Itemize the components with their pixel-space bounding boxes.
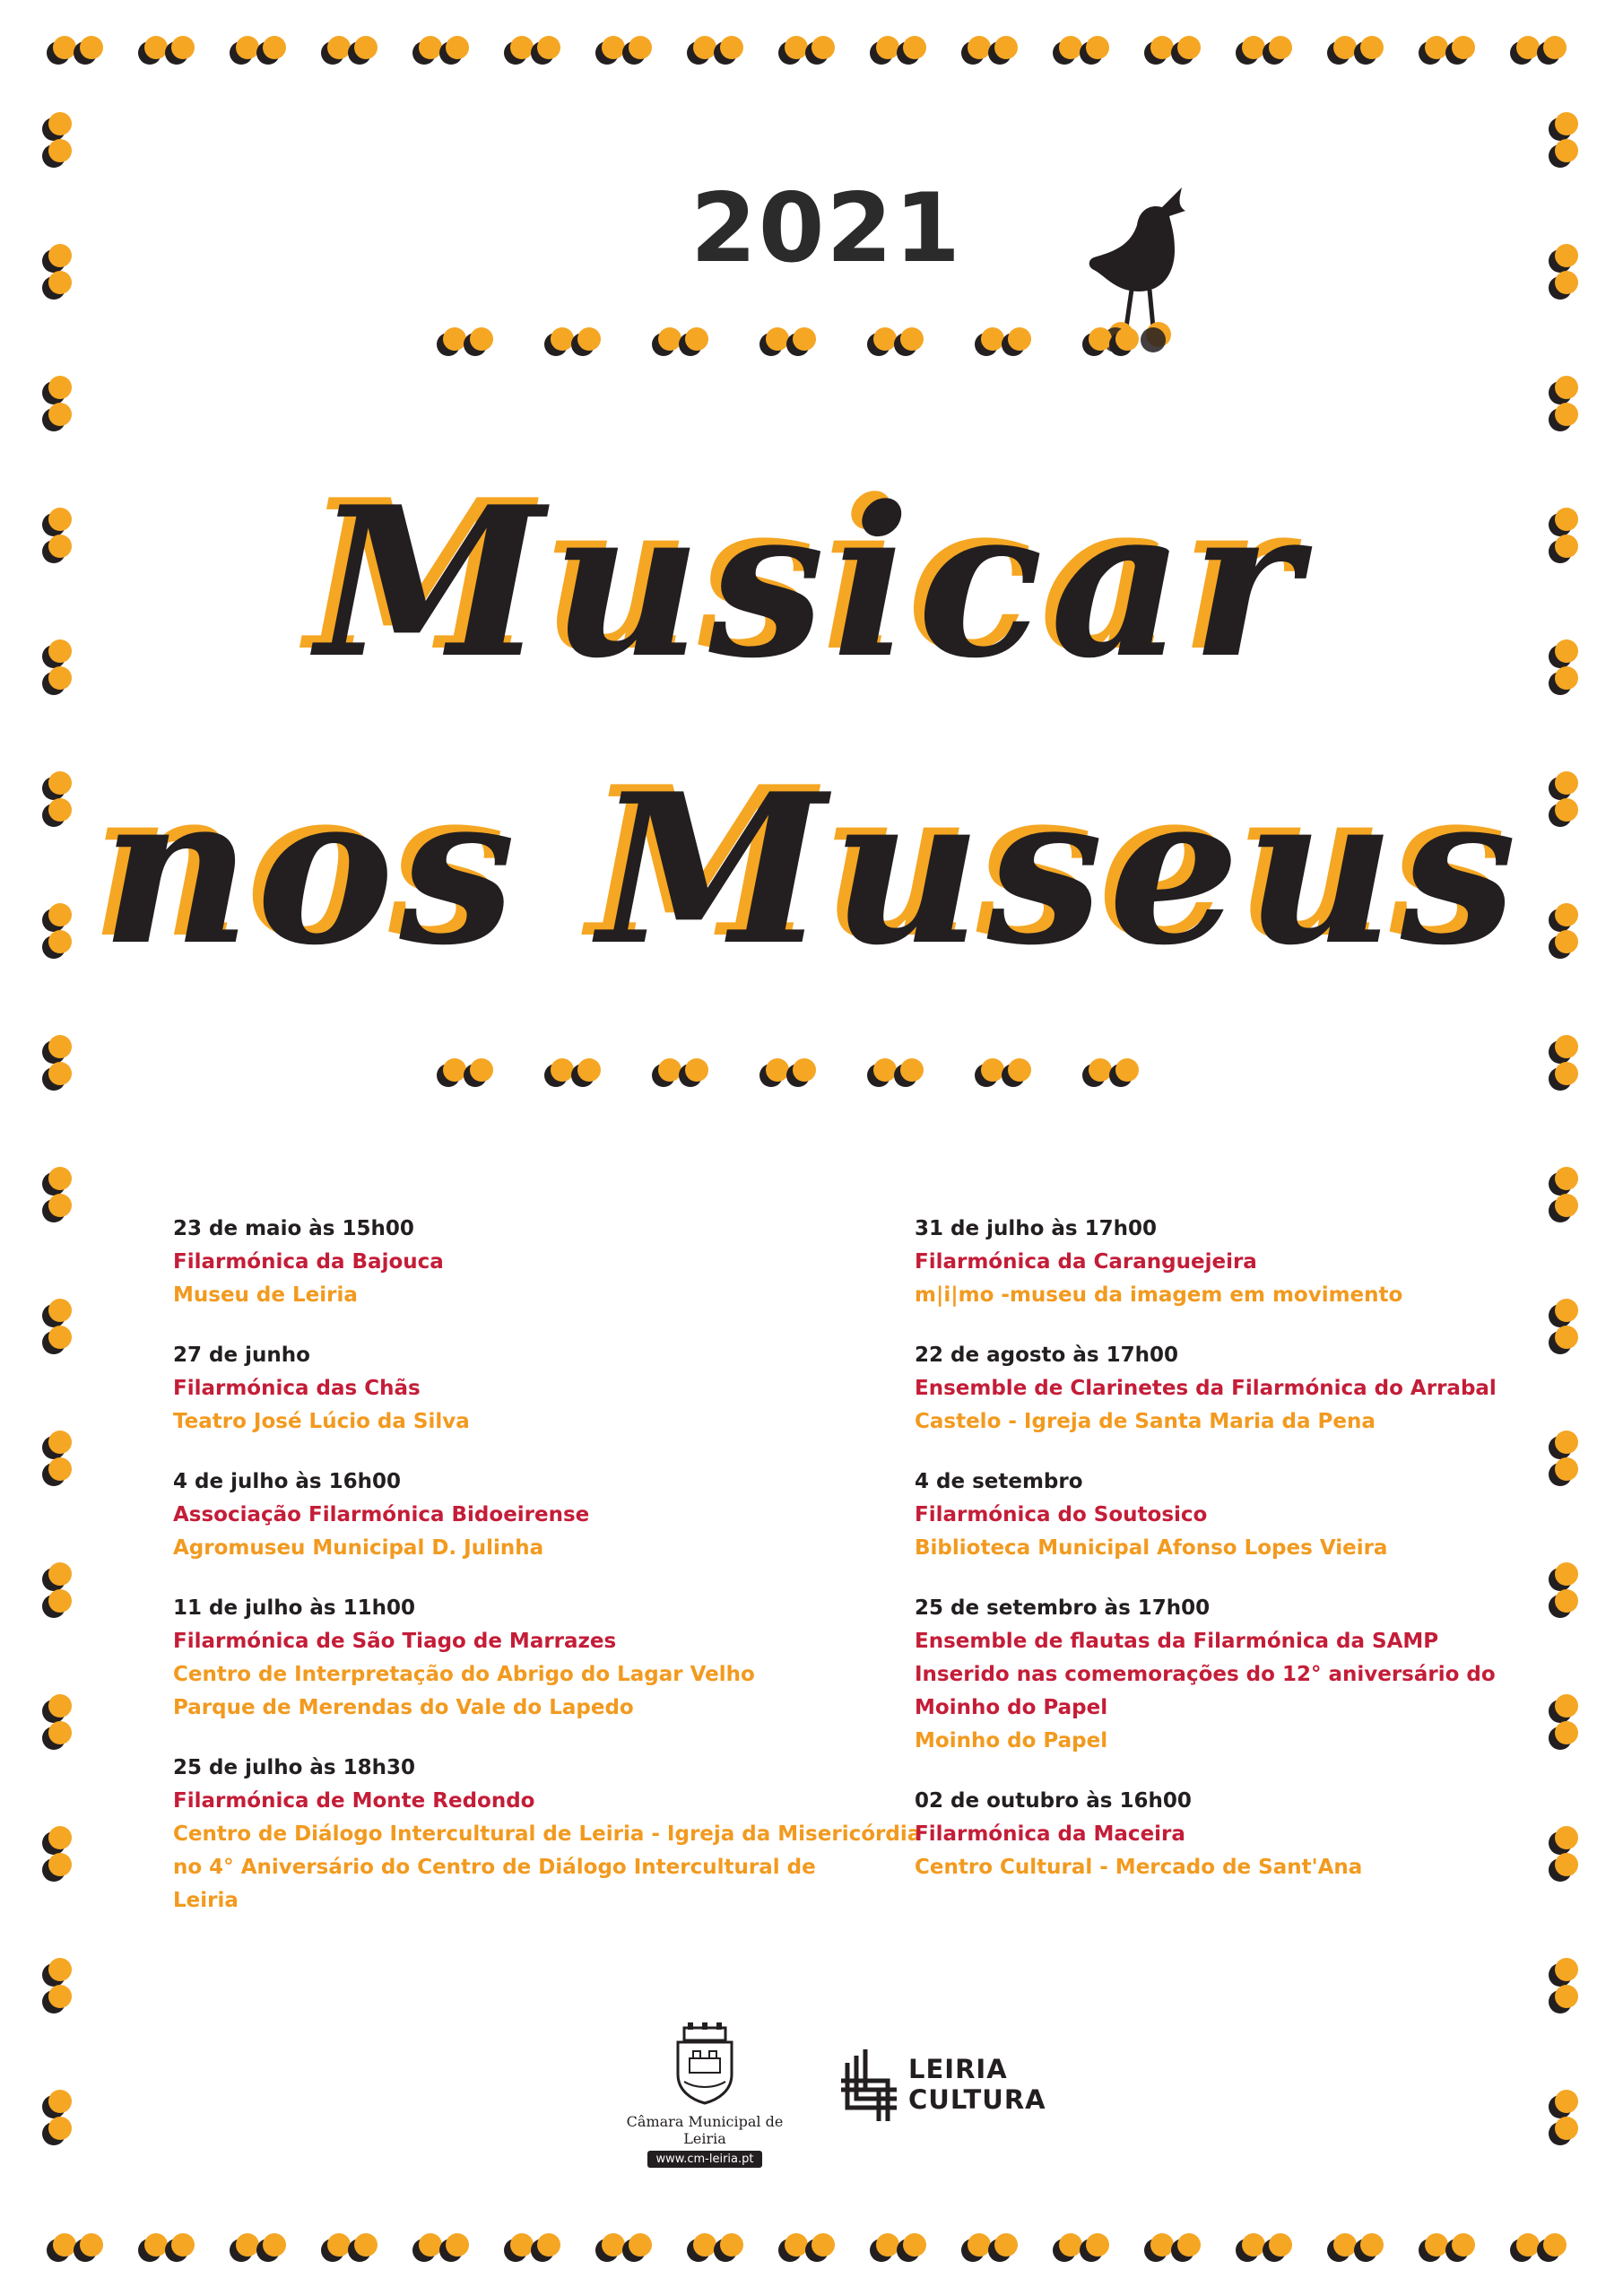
dots-border-top <box>27 9 1596 90</box>
event-performer: Ensemble de flautas da Filarmónica da SAMP <box>915 1630 1439 1653</box>
event-date: 11 de julho às 11h00 <box>173 1596 416 1620</box>
event-venue: Centro de Interpretação do Abrigo do Lagar Velho <box>173 1663 755 1686</box>
event-performer: Filarmónica do Soutosico <box>915 1503 1208 1526</box>
event-performer: Inserido nas comemorações do 12° aniversário do <box>915 1663 1496 1686</box>
event-venue: Moinho do Papel <box>915 1729 1108 1752</box>
event-performer: Associação Filarmónica Bidoeirense <box>173 1503 590 1526</box>
dot-pair <box>1327 2233 1384 2262</box>
dot-pair <box>867 327 924 356</box>
event-venue: Teatro José Lúcio da Silva <box>173 1410 470 1433</box>
dot-pair <box>544 1058 601 1087</box>
event-date: 22 de agosto às 17h00 <box>915 1344 1178 1367</box>
leiria-cultura-line-1: LEIRIA <box>908 2054 1008 2084</box>
dot-pair <box>1549 376 1578 431</box>
dot-pair <box>138 2233 195 2262</box>
event-venue: Agromuseu Municipal D. Julinha <box>173 1536 544 1560</box>
dot-pair <box>1510 36 1567 65</box>
dot-pair <box>138 36 195 65</box>
event-date: 27 de junho <box>173 1344 310 1367</box>
dot-pair <box>42 1299 72 1354</box>
event-item <box>173 1213 855 1312</box>
dot-pair <box>1549 244 1578 300</box>
event-performer: Filarmónica da Caranguejeira <box>915 1250 1257 1274</box>
event-item <box>173 1752 922 1918</box>
leiria-cultura-logo <box>838 2045 1054 2126</box>
dot-pair <box>1419 36 1475 65</box>
event-performer: Filarmónica da Bajouca <box>173 1250 444 1274</box>
dot-pair <box>652 1058 708 1087</box>
dot-pair <box>42 112 72 168</box>
dot-pair <box>42 1958 72 2013</box>
dot-pair <box>42 376 72 431</box>
dot-pair <box>687 36 743 65</box>
dot-pair <box>230 36 286 65</box>
dot-pair <box>42 2090 72 2145</box>
event-item <box>915 1592 1596 1758</box>
dot-pair <box>759 1058 816 1087</box>
leiria-cultura-mark-icon <box>838 2045 901 2126</box>
dot-pair <box>1549 2090 1578 2145</box>
event-item <box>915 1213 1596 1312</box>
dot-pair <box>42 1035 72 1091</box>
event-item <box>173 1465 855 1565</box>
event-date: 25 de setembro às 17h00 <box>915 1596 1211 1620</box>
dot-pair <box>1144 2233 1201 2262</box>
event-performer: Filarmónica de Monte Redondo <box>173 1789 535 1813</box>
dot-pair <box>42 244 72 300</box>
dot-pair <box>1549 112 1578 168</box>
dot-pair <box>870 36 926 65</box>
dot-pair <box>230 2233 286 2262</box>
dot-pair <box>595 2233 652 2262</box>
dot-pair <box>870 2233 926 2262</box>
event-item <box>915 1465 1596 1565</box>
dots-divider-bottom <box>430 1040 1184 1103</box>
dot-pair <box>544 327 601 356</box>
dot-pair <box>1082 1058 1139 1087</box>
dot-pair <box>412 2233 469 2262</box>
event-venue: Parque de Merendas do Vale do Lapedo <box>173 1696 634 1719</box>
event-item <box>915 1339 1596 1439</box>
dot-pair <box>778 36 835 65</box>
dot-pair <box>42 1431 72 1486</box>
cml-url: www.cm-leiria.pt <box>647 2151 763 2168</box>
dot-pair <box>778 2233 835 2262</box>
event-venue: Centro de Diálogo Intercultural de Leiria - Igreja da Misericórdia <box>173 1822 922 1846</box>
event-venue: Centro Cultural - Mercado de Sant'Ana <box>915 1856 1363 1879</box>
event-venue: Biblioteca Municipal Afonso Lopes Vieira <box>915 1536 1388 1560</box>
cml-name: Câmara Municipal de Leiria <box>626 2113 784 2147</box>
event-item <box>915 1785 1596 1884</box>
dot-pair <box>42 1826 72 1882</box>
event-venue: no 4° Aniversário do Centro de Diálogo Intercultural de <box>173 1856 816 1879</box>
year-heading: 2021 <box>690 173 963 283</box>
dot-pair <box>1053 2233 1109 2262</box>
event-item <box>173 1339 855 1439</box>
title-line-2: nos Museus <box>100 749 1523 991</box>
dot-pair <box>652 327 708 356</box>
dot-pair <box>759 327 816 356</box>
event-date: 31 de julho às 17h00 <box>915 1217 1158 1240</box>
event-venue: Leiria <box>173 1889 239 1912</box>
event-performer: Filarmónica das Chãs <box>173 1377 421 1400</box>
dot-pair <box>1144 36 1201 65</box>
dot-pair <box>1419 2233 1475 2262</box>
dot-pair <box>1236 2233 1292 2262</box>
event-item <box>173 1592 855 1725</box>
dot-pair <box>412 36 469 65</box>
event-date: 02 de outubro às 16h00 <box>915 1789 1192 1813</box>
event-date: 25 de julho às 18h30 <box>173 1756 416 1779</box>
dot-pair <box>975 327 1031 356</box>
event-performer: Filarmónica de São Tiago de Marrazes <box>173 1630 617 1653</box>
event-performer: Filarmónica da Maceira <box>915 1822 1185 1846</box>
schedule-left-column <box>173 1213 922 1944</box>
dot-pair <box>961 36 1018 65</box>
dot-pair <box>437 327 493 356</box>
dots-border-bottom <box>27 2206 1596 2287</box>
dot-pair <box>1327 36 1384 65</box>
cml-seal-icon <box>664 2022 745 2108</box>
dot-pair <box>687 2233 743 2262</box>
dot-pair <box>504 2233 560 2262</box>
event-performer: Moinho do Papel <box>915 1696 1108 1719</box>
dot-pair <box>437 1058 493 1087</box>
event-venue: Castelo - Igreja de Santa Maria da Pena <box>915 1410 1376 1433</box>
dot-pair <box>1549 1958 1578 2013</box>
dot-pair <box>1236 36 1292 65</box>
dot-pair <box>1510 2233 1567 2262</box>
event-venue: m|i|mo -museu da imagem em movimento <box>915 1283 1403 1307</box>
dots-divider-top <box>430 309 1184 372</box>
dot-pair <box>47 2233 103 2262</box>
event-performer: Ensemble de Clarinetes da Filarmónica do Arrabal <box>915 1377 1497 1400</box>
dot-pair <box>504 36 560 65</box>
dot-pair <box>867 1058 924 1087</box>
event-venue: Museu de Leiria <box>173 1283 358 1307</box>
dot-pair <box>1082 327 1139 356</box>
dot-pair <box>42 1562 72 1618</box>
leiria-cultura-line-2: CULTURA <box>908 2084 1046 2115</box>
dot-pair <box>975 1058 1031 1087</box>
dot-pair <box>321 2233 378 2262</box>
dot-pair <box>1053 36 1109 65</box>
dot-pair <box>321 36 378 65</box>
event-date: 4 de julho às 16h00 <box>173 1470 402 1493</box>
dot-pair <box>961 2233 1018 2262</box>
schedule-right-column <box>915 1213 1596 1911</box>
cml-logo <box>606 2022 803 2166</box>
dots-border-left <box>18 90 99 2206</box>
dot-pair <box>595 36 652 65</box>
event-date: 23 de maio às 15h00 <box>173 1217 414 1240</box>
title-line-1: Musicar <box>316 462 1307 704</box>
dot-pair <box>42 1167 72 1222</box>
dot-pair <box>42 1694 72 1750</box>
dot-pair <box>47 36 103 65</box>
event-date: 4 de setembro <box>915 1470 1083 1493</box>
dot-pair <box>1549 1035 1578 1091</box>
